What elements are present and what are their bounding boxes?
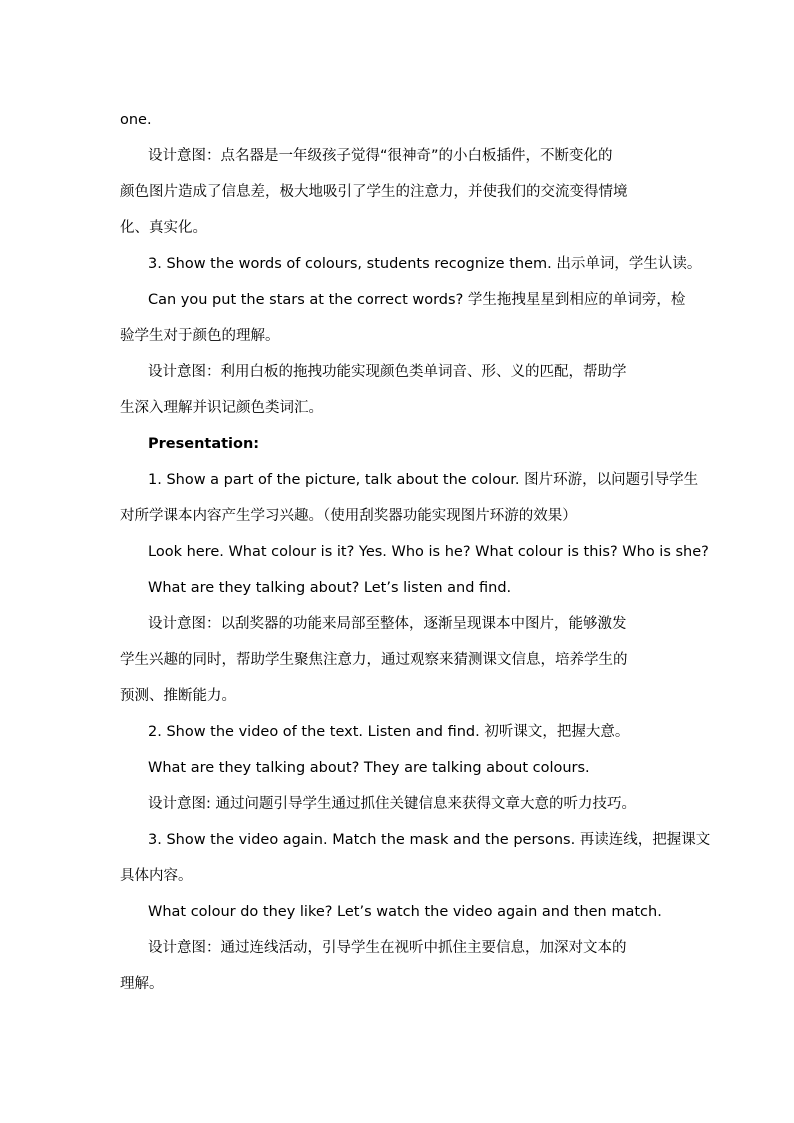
text-line: 学生兴趣的同时，帮助学生聚焦注意力，通过观察来猜测课文信息，培养学生的	[120, 652, 628, 668]
paragraph-step-2-video	[120, 714, 675, 750]
text-line: 具体内容。	[120, 868, 193, 884]
paragraph-design-intent-4	[120, 786, 675, 822]
paragraph-what-colour-like	[120, 894, 675, 930]
paragraph-look-here	[120, 534, 709, 570]
text-line: 设计意图：点名器是一年级孩子觉得“很神奇”的小白板插件，不断变化的	[148, 148, 613, 164]
text-line: 1. Show a part of the picture, talk about the colour. 图片环游，以问题引导学生	[148, 472, 699, 488]
paragraph-continuation	[120, 102, 675, 138]
paragraph-design-intent-3	[120, 606, 675, 714]
text-line: 设计意图：以刮奖器的功能来局部至整体，逐渐呈现课本中图片，能够激发	[148, 616, 627, 632]
text-line: 颜色图片造成了信息差，极大地吸引了学生的注意力，并使我们的交流变得情境	[120, 184, 628, 200]
text-line: 2. Show the video of the text. Listen and find. 初听课文，把握大意。	[148, 724, 630, 740]
text-line: 设计意图：利用白板的拖拽功能实现颜色类单词音、形、义的匹配，帮助学	[148, 364, 627, 380]
paragraph-design-intent-1	[120, 138, 675, 246]
text-line: 3. Show the words of colours, students recognize them. 出示单词，学生认读。	[148, 256, 702, 272]
text-line: Look here. What colour is it? Yes. Who is he? What colour is this? Who is she?	[148, 544, 709, 560]
text-line: one.	[120, 112, 152, 128]
text-line: 设计意图：通过连线活动，引导学生在视听中抓住主要信息，加深对文本的	[148, 940, 627, 956]
section-heading-text: Presentation:	[148, 436, 260, 452]
paragraph-stars-question	[120, 282, 686, 354]
text-line: What are they talking about? They are talking about colours.	[148, 760, 590, 776]
text-line: 化、真实化。	[120, 220, 207, 236]
text-line: 设计意图: 通过问题引导学生通过抓住关键信息来获得文章大意的听力技巧。	[148, 796, 636, 812]
paragraph-listen-find	[120, 570, 675, 606]
paragraph-step-3-words	[120, 246, 702, 282]
text-line: Can you put the stars at the correct words? 学生拖拽星星到相应的单词旁，检	[148, 292, 686, 308]
text-line: 3. Show the video again. Match the mask and the persons. 再读连线，把握课文	[148, 832, 711, 848]
text-line: 预测、推断能力。	[120, 688, 236, 704]
text-line: What colour do they like? Let’s watch the video again and then match.	[148, 904, 662, 920]
text-line: What are they talking about? Let’s listen and find.	[148, 580, 512, 596]
paragraph-talking-about	[120, 750, 675, 786]
text-line: 对所学课本内容产生学习兴趣。（使用刮奖器功能实现图片环游的效果）	[120, 508, 577, 524]
text-line: 生深入理解并识记颜色类词汇。	[120, 400, 323, 416]
paragraph-step-1-picture	[120, 462, 699, 534]
paragraph-step-3-match	[120, 822, 711, 894]
text-line: 验学生对于颜色的理解。	[120, 328, 280, 344]
paragraph-design-intent-5	[120, 930, 675, 1002]
paragraph-design-intent-2	[120, 354, 675, 426]
text-line: 理解。	[120, 976, 164, 992]
section-heading-presentation	[120, 426, 675, 462]
